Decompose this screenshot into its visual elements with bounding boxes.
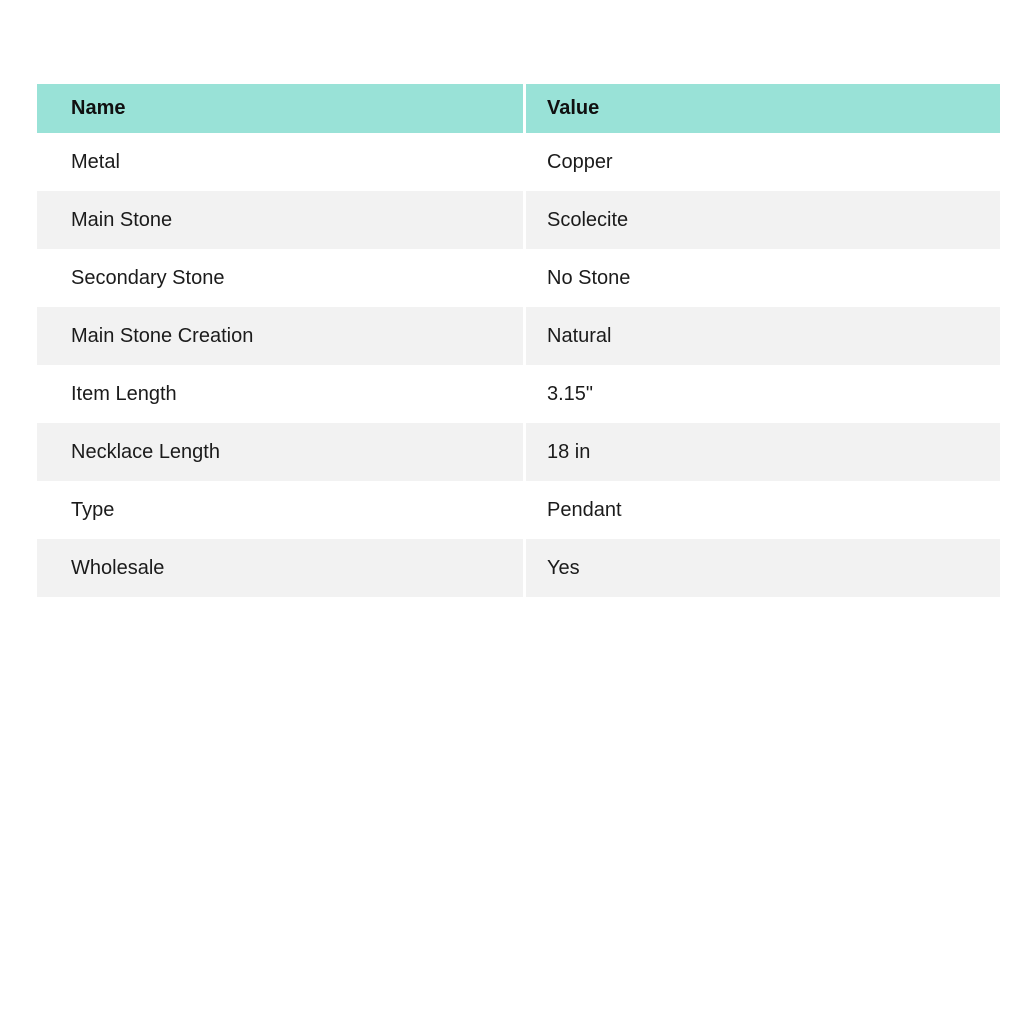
attribute-value: No Stone — [526, 249, 1000, 307]
table-header-row — [37, 84, 1000, 133]
attribute-value: Copper — [526, 133, 1000, 191]
table-row — [37, 249, 1000, 307]
attribute-value: Natural — [526, 307, 1000, 365]
attribute-name: Wholesale — [37, 539, 523, 597]
product-attributes-table — [37, 84, 1000, 597]
table-row — [37, 307, 1000, 365]
table-row — [37, 191, 1000, 249]
attribute-value: 3.15" — [526, 365, 1000, 423]
attribute-name: Type — [37, 481, 523, 539]
table-row — [37, 423, 1000, 481]
table-body — [37, 133, 1000, 597]
column-header-name: Name — [37, 84, 523, 133]
attribute-name: Secondary Stone — [37, 249, 523, 307]
attribute-value: Yes — [526, 539, 1000, 597]
attribute-name: Necklace Length — [37, 423, 523, 481]
attribute-name: Main Stone Creation — [37, 307, 523, 365]
table-row — [37, 133, 1000, 191]
table-row — [37, 539, 1000, 597]
attribute-value: 18 in — [526, 423, 1000, 481]
attribute-name: Metal — [37, 133, 523, 191]
attribute-value: Pendant — [526, 481, 1000, 539]
attribute-name: Item Length — [37, 365, 523, 423]
table-row — [37, 365, 1000, 423]
attribute-value: Scolecite — [526, 191, 1000, 249]
column-header-value: Value — [526, 84, 1000, 133]
table-row — [37, 481, 1000, 539]
attribute-name: Main Stone — [37, 191, 523, 249]
